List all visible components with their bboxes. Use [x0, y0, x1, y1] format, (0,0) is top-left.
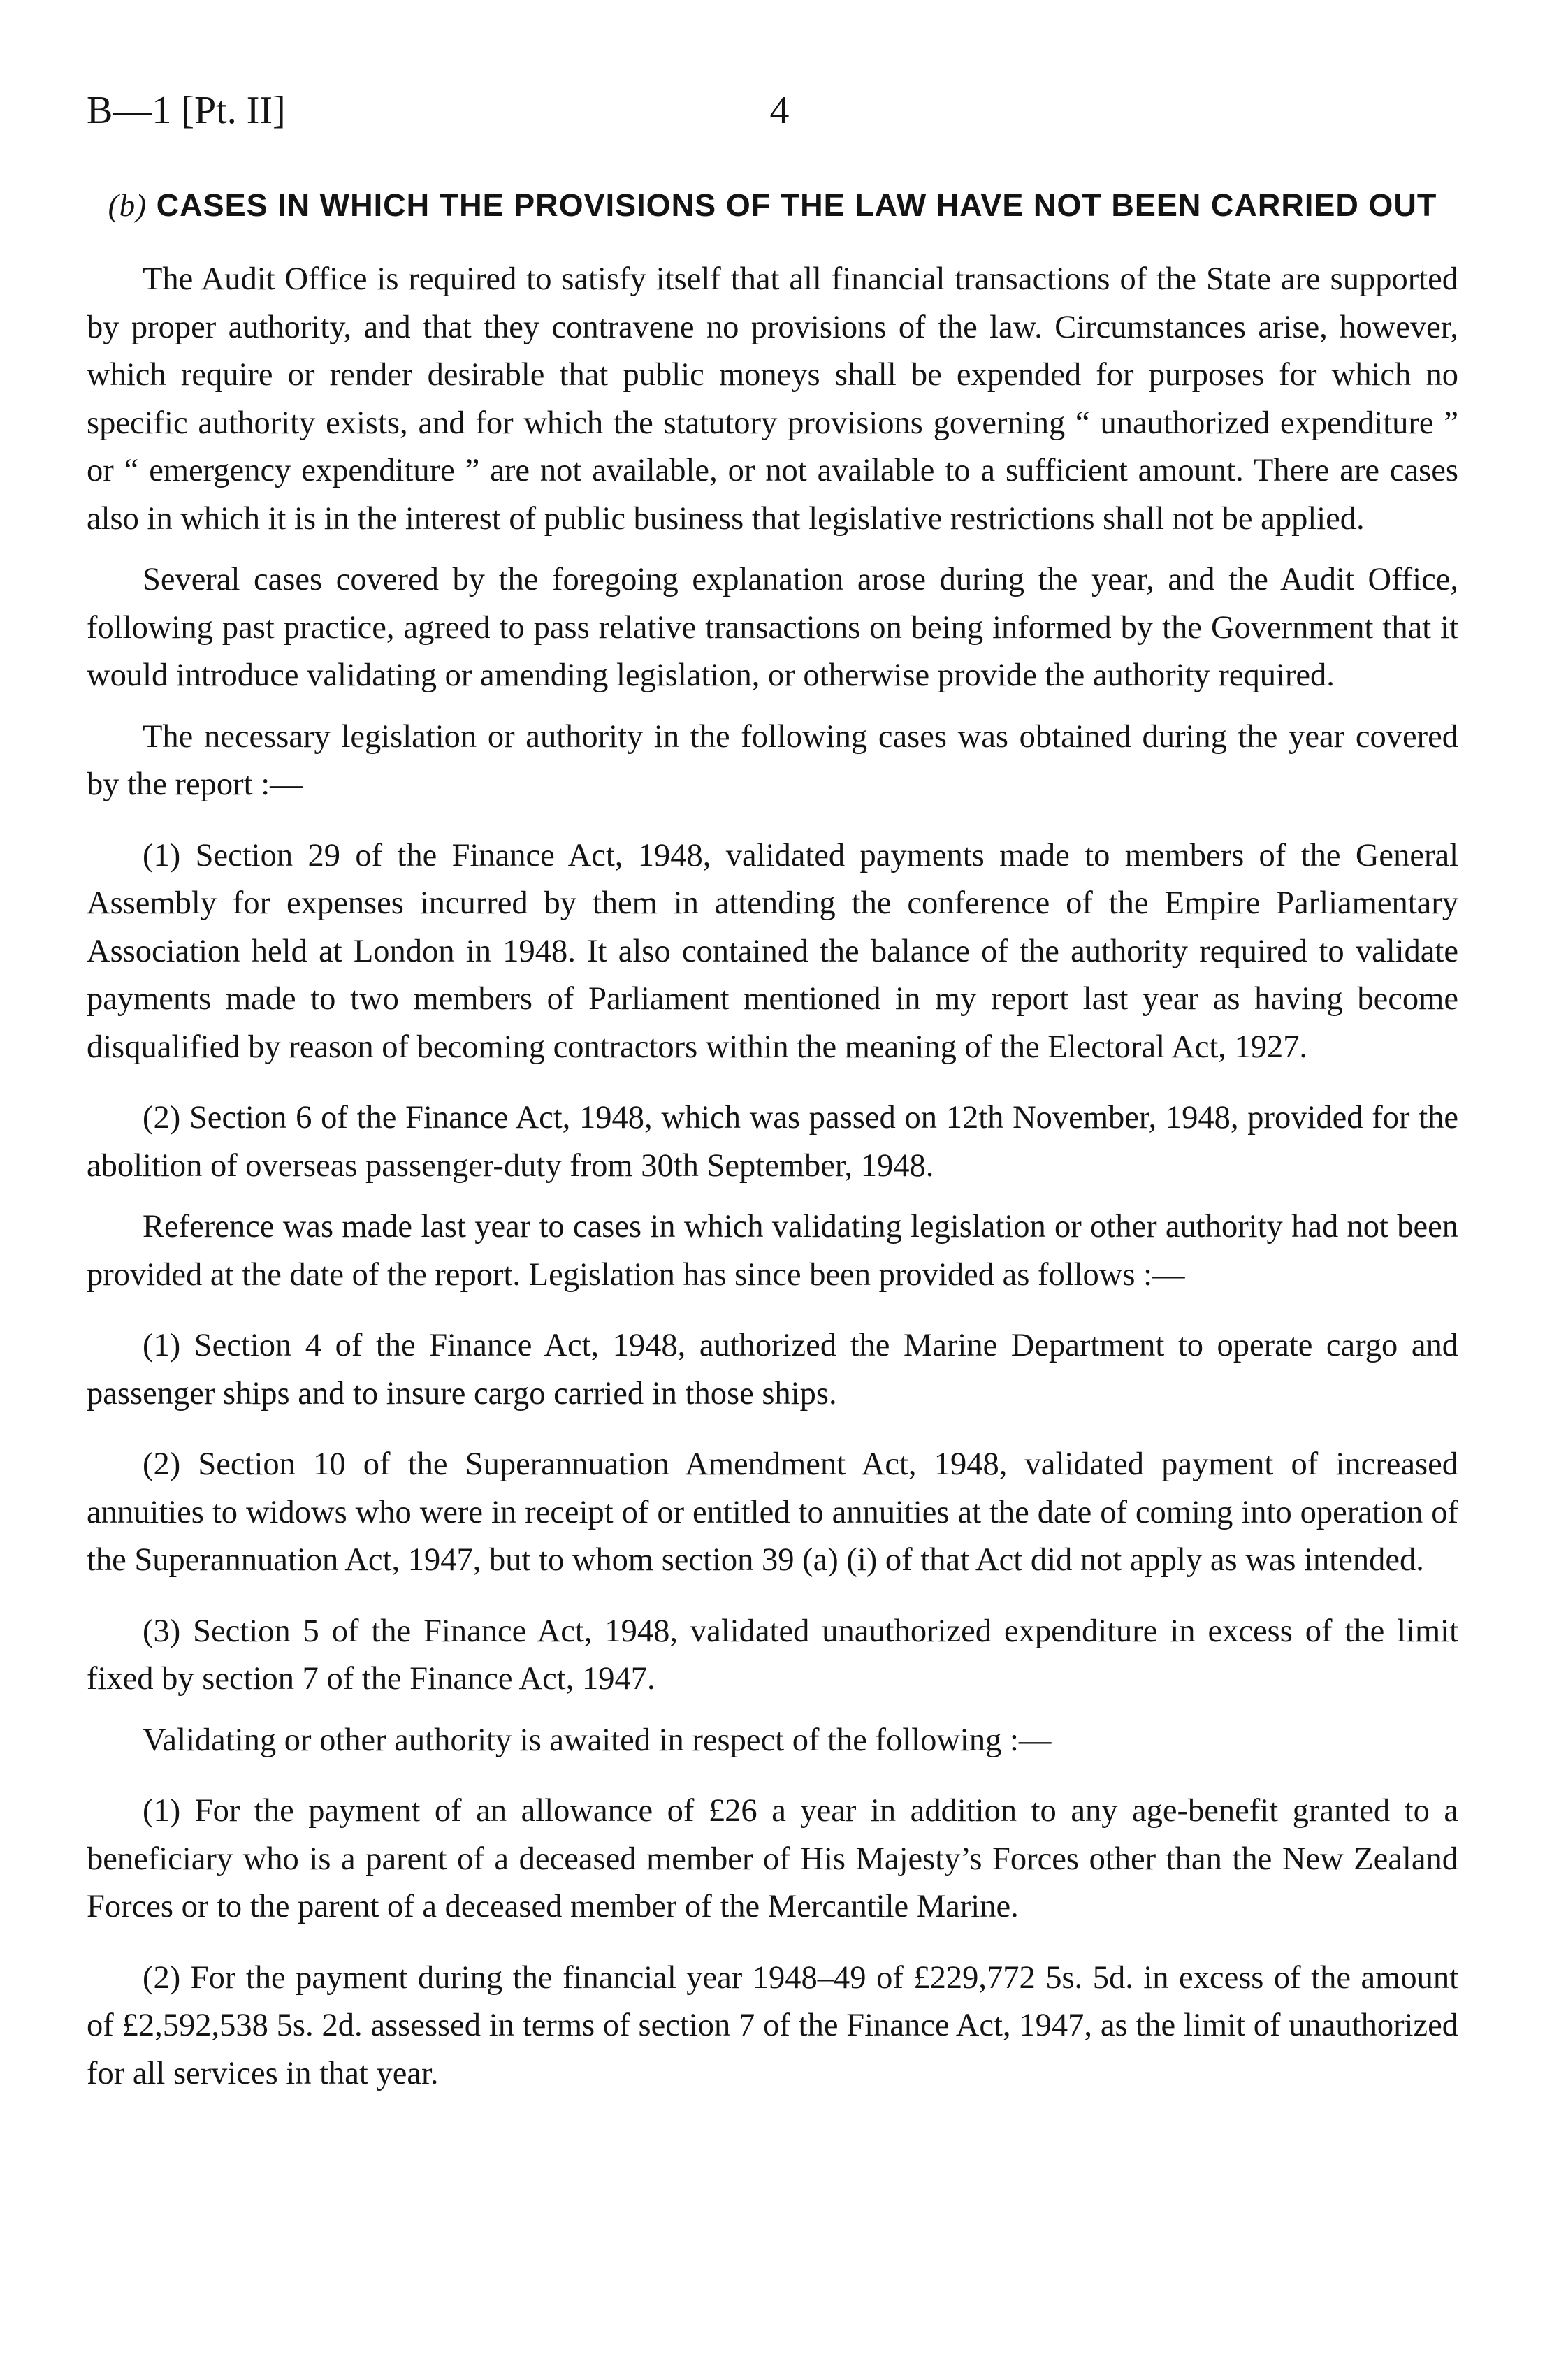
heading-label: (b)	[108, 188, 147, 223]
list-item-finance-act-section-4: (1) Section 4 of the Finance Act, 1948, authorized the Marine Department to operate cargo and passenger ships and to insure cargo carried in those ships.	[87, 1328, 1458, 1412]
list-item-allowance-payment: (1) For the payment of an allowance of £26 a year in addition to any age-benefit granted to a beneficiary who is a parent of a deceased member of His Majesty’s Forces other than the New Zealand Forces or to the parent of a deceased member of the Mercantile Marine.	[87, 1793, 1458, 1924]
list-item-finance-act-section-6: (2) Section 6 of the Finance Act, 1948, which was passed on 12th November, 1948, provided for the abolition of overseas passenger-duty from 30th September, 1948.	[87, 1100, 1458, 1184]
section-reference: B—1 [Pt. II]	[87, 89, 286, 132]
page-number: 4	[769, 89, 790, 132]
document-body	[87, 183, 1458, 2098]
paragraph-reference-last-year: Reference was made last year to cases in which validating legislation or other authority had not been provided at the date of the report. Legislation has since been provided as follows :—	[87, 1209, 1458, 1293]
section-heading	[87, 183, 1458, 228]
running-header	[87, 82, 1458, 138]
list-item-superannuation-section-10: (2) Section 10 of the Superannuation Amendment Act, 1948, validated payment of increased annuities to widows who were in receipt of or entitled to annuities at the date of coming into operation of the Superannuation Act, 1947, but to whom section 39 (a) (i) of that Act did not apply as was intended.	[87, 1446, 1458, 1578]
list-item-excess-payment: (2) For the payment during the financial year 1948–49 of £229,772 5s. 5d. in excess of the amount of £2,592,538 5s. 2d. assessed in terms of section 7 of the Finance Act, 1947, as the limit of unauthorized for all services in that year.	[87, 1959, 1458, 2091]
paragraph-audit-office-requirement: The Audit Office is required to satisfy itself that all financial transactions of the State are supported by proper authority, and that they contravene no provisions of the law. Circumstances arise, however, which require or render desirable that public moneys shall be expended for purposes for which no specific authority exists, and for which the statutory provisions governing “ unauthorized expenditure ” or “ emergency expenditure ” are not available, or not available to a sufficient amount. There are cases also in which it is in the interest of public business that legislative restrictions shall not be applied.	[87, 261, 1458, 537]
heading-text: CASES IN WHICH THE PROVISIONS OF THE LAW HAVE NOT BEEN CARRIED OUT	[156, 187, 1437, 223]
list-item-finance-act-section-29: (1) Section 29 of the Finance Act, 1948, validated payments made to members of the General Assembly for expenses incurred by them in attending the conference of the Empire Parliamentary Association held at London in 1948. It also contained the balance of the authority required to validate payments made to two members of Parliament mentioned in my report last year as having become disqualified by reason of becoming contractors within the meaning of the Electoral Act, 1927.	[87, 837, 1458, 1065]
list-item-finance-act-section-5: (3) Section 5 of the Finance Act, 1948, validated unauthorized expenditure in excess of the limit fixed by section 7 of the Finance Act, 1947.	[87, 1613, 1458, 1697]
paragraph-several-cases: Several cases covered by the foregoing explanation arose during the year, and the Audit Office, following past practice, agreed to pass relative transactions on being informed by the Government that it would introduce validating or amending legislation, or otherwise provide the authority required.	[87, 562, 1458, 693]
paragraph-necessary-legislation: The necessary legislation or authority in the following cases was obtained during the year covered by the report :—	[87, 718, 1458, 802]
paragraph-validating-awaited: Validating or other authority is awaited in respect of the following :—	[143, 1722, 1052, 1758]
